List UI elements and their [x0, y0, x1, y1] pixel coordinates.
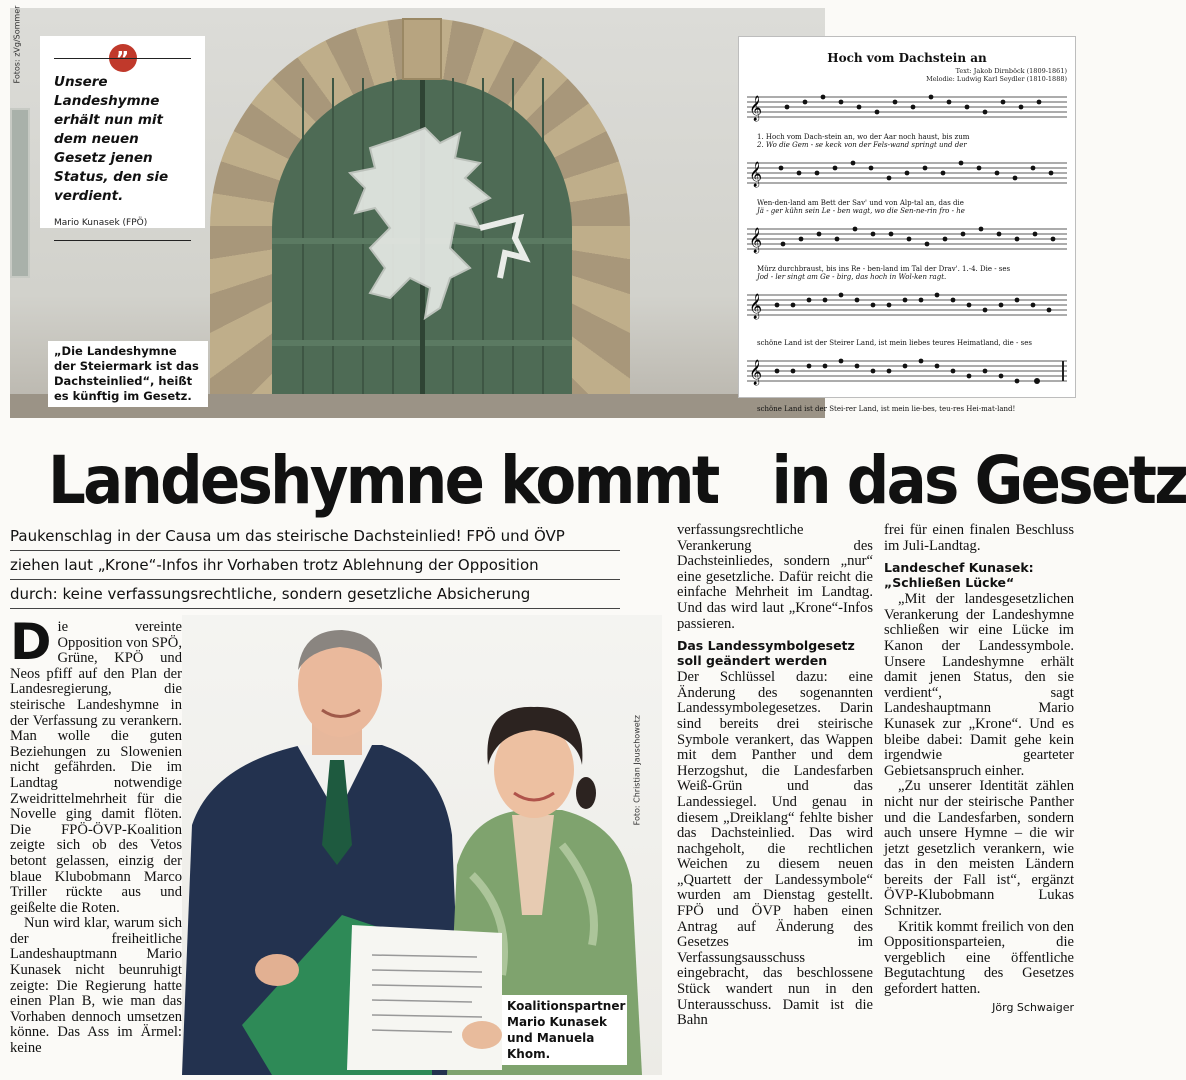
article-lead: [10, 522, 620, 609]
quote-text: Unsere Landeshymne erhält nun mit dem neuen Gesetz jenen Status, den sie verdient.: [54, 74, 169, 204]
svg-text:𝄞: 𝄞: [749, 162, 763, 187]
body-column-3: [677, 523, 873, 1029]
quote-author: Mario Kunasek (FPÖ): [54, 218, 148, 228]
quote-mark-icon: ”: [109, 44, 137, 72]
section-subhead: Landeschef Kunasek: „Schließen Lücke“: [884, 560, 1034, 591]
styrian-panther-icon: [330, 118, 530, 348]
body-paragraph: „Zu unserer Identität zählen nicht nur der steirische Panther und die Landesfarben, sondern auch unsere Hymne – die wir jetzt gesetzlich verankern, wie das in den meisten Ländern bereits der Fall ist“, ergänzt ÖVP-Klubobmann Lukas Schnitzer.: [884, 778, 1074, 920]
staff-line: [747, 87, 1067, 149]
top-photo-door: [10, 5, 825, 418]
lead-line: ziehen laut „Krone“-Infos ihr Vorhaben trotz Ablehnung der Opposition: [10, 551, 620, 580]
body-paragraph: Kritik kommt freilich von den Oppositionsparteien, die vergeblich eine öffentliche Begutachtung des Gesetzes gefordert hatten.: [884, 918, 1074, 998]
top-photo-credit: Fotos: zVg/Sommer: [12, 5, 22, 84]
section-subhead: Das Landessymbolgesetz soll geändert werden: [677, 638, 855, 669]
sheet-music: [738, 36, 1076, 413]
sheet-music-title: Hoch vom Dachstein an: [827, 51, 987, 65]
lead-line: Paukenschlag in der Causa um das steirische Dachsteinlied! FPÖ und ÖVP: [10, 522, 620, 551]
body-paragraph: „Mit der landesgesetzlichen Verankerung der Landeshymne schließen wir eine Lücke im Kanon der Landessymbole. Unsere Landeshymne erhält damit jenen Status, den sie verdient“, sagt Landeshauptmann Mario Kunasek zur „Krone“. Und es bleibe dabei: Damit gehe kein irgendwie gearteter Gebietsanspruch einher.: [884, 591, 1074, 779]
body-paragraph: Nun wird klar, warum sich der freiheitliche Landeshauptmann Mario Kunasek nicht beunruhigt zeigte: Die Regierung hatte einen Plan B, wie man das Vorhaben dennoch umsetzen könne. Das Ass im Ärmel: keine: [10, 915, 182, 1057]
svg-text:𝄞: 𝄞: [749, 360, 763, 385]
politicians-photo: [182, 615, 662, 1075]
svg-text:𝄞: 𝄞: [749, 294, 763, 319]
wall-window-frame: [10, 108, 30, 278]
body-paragraph: ie vereinte Opposition von SPÖ, Grüne, KPÖ und Neos pfiff auf den Plan der Landesregierung, die steirische Landeshymne in der Verfassung zu verankern. Man wolle die guten Beziehungen zu Slowenien nicht gefährden. Die im Landtag notwendige Zweidrittelmehrheit für die Novelle ging damit flöten. Die FPÖ-ÖVP-Koalition zeigte sich ob des Vetos betont gelassen, einzig der blaue Klubobmann Marco Triller rückte aus und geißelte die Roten.: [10, 619, 182, 916]
svg-text:𝄞: 𝄞: [749, 96, 763, 121]
music-staff-icon: [747, 225, 1067, 253]
staff-line: [747, 351, 1067, 413]
body-column-4: [884, 523, 1074, 1015]
music-staff-icon: [747, 159, 1067, 187]
politicians-photo-caption: Koalitionspartner Mario Kunasek und Manuela Khom.: [502, 995, 627, 1065]
quote-rule-bottom: [54, 240, 191, 241]
sheet-music-credits: [747, 67, 1067, 83]
staff-lyrics: Wen-den-land am Bett der Sav' und von Alp-tal an, das die Jä - ger kühn sein Le - ben wagt, wo die Sen-ne-rin fro - he: [757, 199, 965, 215]
politicians-photo-credit: Foto: Christian Jauschowetz: [632, 715, 641, 826]
staff-lyrics: Mürz durchbraust, bis ins Re - ben-land im Tal der Drav'. 1.-4. Die - ses Jod - ler singt am Ge - birg, das hoch in Wol-ken ragt.: [757, 265, 1011, 281]
headline-part2: in das Gesetz: [771, 442, 1186, 519]
staff-line: [747, 285, 1067, 347]
body-paragraph: frei für einen finalen Beschluss im Juli-Landtag.: [884, 522, 1074, 554]
staff-line: [747, 153, 1067, 215]
drop-cap: D: [10, 613, 52, 671]
pull-quote: [40, 36, 205, 228]
article-author: Jörg Schwaiger: [992, 1000, 1074, 1014]
sheet-melody-credit: Melodie: Ludwig Karl Seydler (1810-1888): [926, 75, 1067, 83]
lead-line: durch: keine verfassungsrechtliche, sondern gesetzliche Absicherung: [10, 580, 620, 609]
staff-lyrics: 1. Hoch vom Dach-stein an, wo der Aar noch haust, bis zum 2. Wo die Gem - se keck von der Fels-wand springt und der: [757, 133, 970, 149]
body-paragraph: Der Schlüssel dazu: eine Änderung des sogenannten Landessymbolegesetzes. Darin sind bereits drei steirische Symbole verankert, das Wappen mit dem Panther und dem Herzogshut, die Landesfarben Weiß-Grün und das Landessiegel. Und genau in diesem „Dreiklang“ fehlte bisher das Dachsteinlied. Das wird nachgeholt, die rechtlichen Weichen zu diesem neuen „Quartett der Landessymbole“ wurden am Dienstag gestellt. FPÖ und ÖVP haben einen Antrag auf Änderung des Gesetzes im Verfassungsausschuss eingebracht, das beschlossene Stück wandert nun in den Unterausschuss. Damit ist die Bahn: [677, 669, 873, 1029]
body-paragraph: verfassungsrechtliche Verankerung des Dachsteinliedes, sondern „nur“ eine gesetzliche. Dafür reicht die einfache Mehrheit im Landtag. Und das wird laut „Krone“-Infos passieren.: [677, 522, 873, 632]
music-staff-icon: [747, 291, 1067, 319]
keystone-ornament: [402, 18, 442, 80]
music-staff-icon: [747, 93, 1067, 121]
top-photo-caption: „Die Landeshymne der Steiermark ist das Dachsteinlied“, heißt es künftig im Gesetz.: [48, 341, 208, 407]
staff-lyrics: schöne Land ist der Stei-rer Land, ist mein lie-bes, teu-res Hei-mat-land!: [757, 405, 1016, 413]
music-staff-icon: [747, 357, 1067, 385]
staff-line: [747, 219, 1067, 281]
staff-lyrics: schöne Land ist der Steirer Land, ist mein liebes teures Heimatland, die - ses: [757, 339, 1032, 347]
svg-text:𝄞: 𝄞: [749, 228, 763, 253]
headline-part1: Landeshymne kommt: [48, 442, 718, 519]
article-headline: [48, 442, 1186, 519]
sheet-text-credit: Text: Jakob Dirnböck (1809-1861): [955, 67, 1067, 75]
body-column-1: [10, 613, 182, 1057]
